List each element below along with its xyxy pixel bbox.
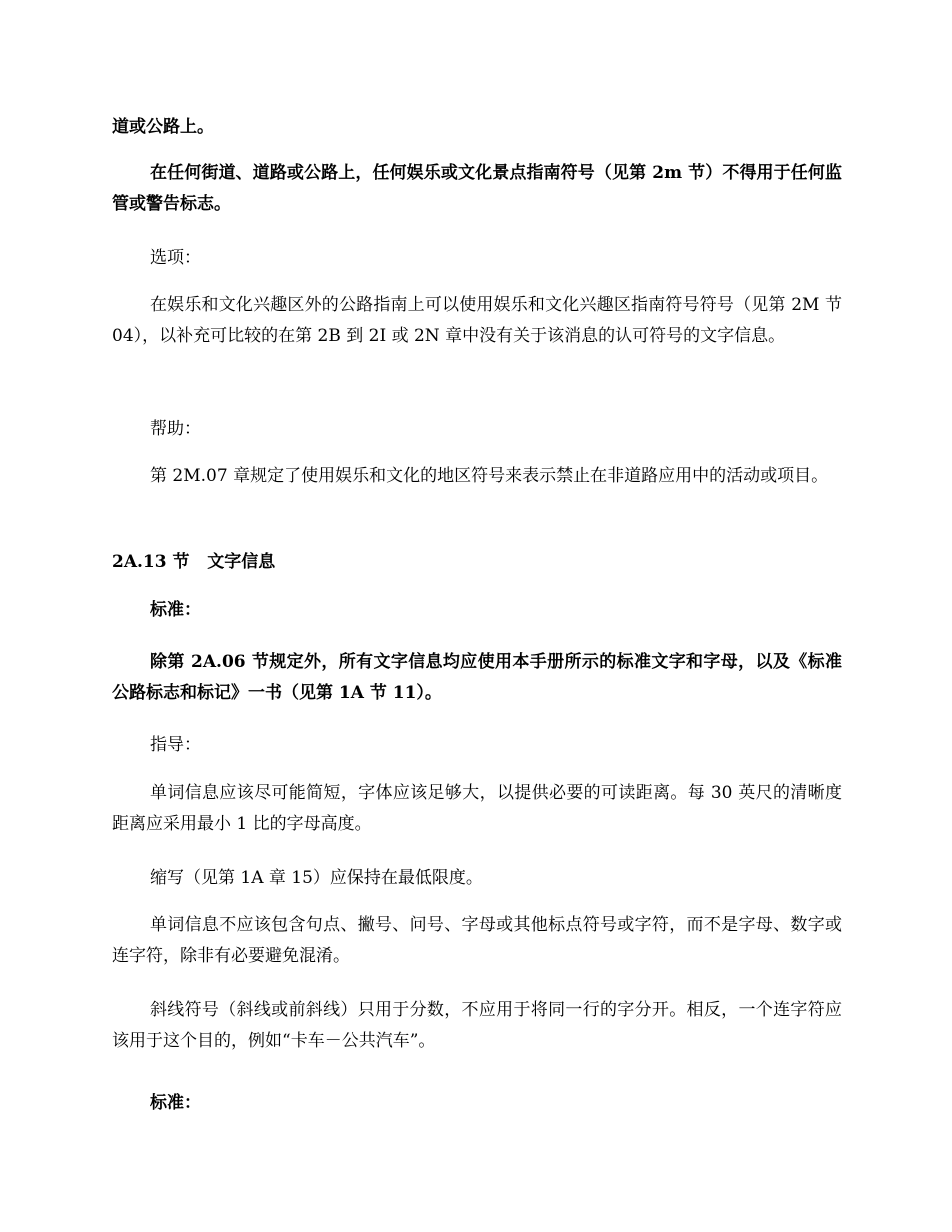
label-standard: 标准： (150, 600, 201, 620)
label-support: 帮助： (150, 419, 201, 439)
label-standard-bottom: 标准： (150, 1093, 201, 1113)
paragraph-guidance-word-messages: 单词信息应该尽可能简短，字体应该足够大，以提供必要的可读距离。每 30 英尺的清晰度距离应采用最小 1 比的字母高度。 (112, 783, 842, 834)
label-guidance: 指导： (150, 735, 201, 755)
paragraph-standard-text: 除第 2A.06 节规定外，所有文字信息均应使用本手册所示的标准文字和字母，以及《标准公路标志和标记》一书（见第 1A 节 11）。 (112, 652, 842, 703)
paragraph-guidance-abbreviations: 缩写（见第 1A 章 15）应保持在最低限度。 (150, 868, 483, 888)
paragraph-continuation: 道或公路上。 (112, 117, 214, 137)
paragraph-option-text: 在娱乐和文化兴趣区外的公路指南上可以使用娱乐和文化兴趣区指南符号符号（见第 2M 节 04），以补充可比较的在第 2B 到 2I 或 2N 章中没有关于该消息的认可符号的文字信息。 (112, 295, 842, 346)
paragraph-support-text: 第 2M.07 章规定了使用娱乐和文化的地区符号来表示禁止在非道路应用中的活动或项目。 (150, 466, 829, 486)
label-option: 选项： (150, 248, 201, 268)
section-heading: 2A.13 节 文字信息 (112, 552, 276, 572)
paragraph-standard-symbol-restriction: 在任何街道、道路或公路上，任何娱乐或文化景点指南符号（见第 2m 节）不得用于任何监管或警告标志。 (112, 163, 842, 214)
paragraph-guidance-punctuation: 单词信息不应该包含句点、撇号、问号、字母或其他标点符号或字符，而不是字母、数字或连字符，除非有必要避免混淆。 (112, 915, 842, 966)
paragraph-guidance-slash: 斜线符号（斜线或前斜线）只用于分数，不应用于将同一行的字分开。相反，一个连字符应该用于这个目的，例如“卡车－公共汽车”。 (112, 1000, 842, 1051)
